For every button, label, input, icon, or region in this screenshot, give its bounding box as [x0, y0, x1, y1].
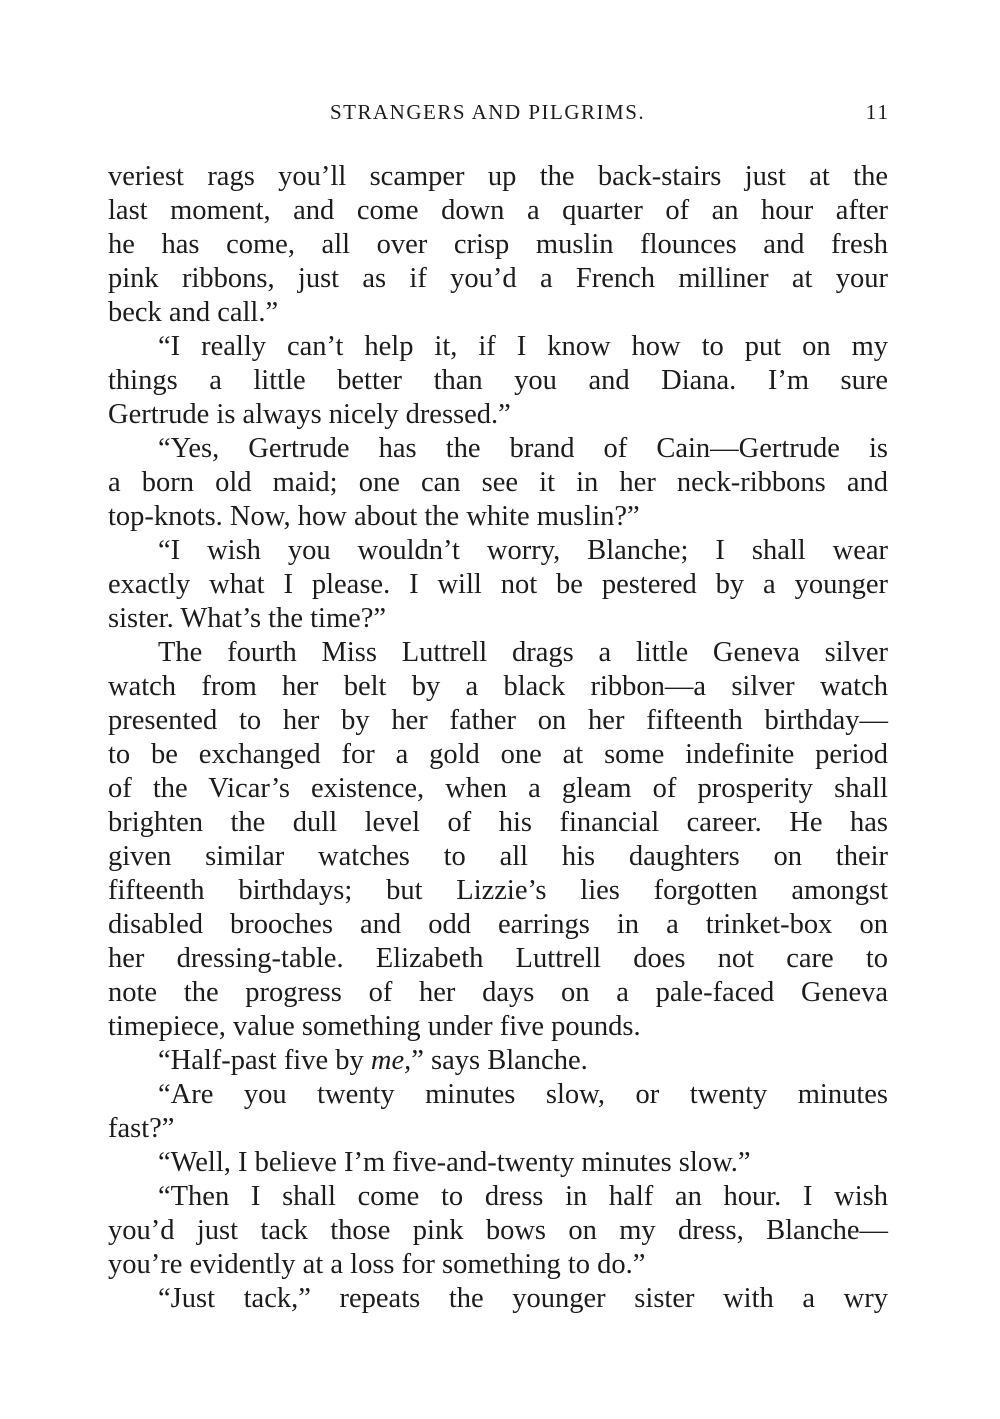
running-head: [100, 100, 890, 134]
text-line: given similar watches to all his daughters on their: [108, 841, 888, 872]
text-line: a born old maid; one can see it in her neck-ribbons and: [108, 467, 888, 498]
emphasis-text: me,: [370, 1045, 412, 1076]
text-line: “Yes, Gertrude has the brand of Cain—Gertrude is: [158, 433, 888, 464]
text-line: presented to her by her father on her fifteenth birthday—: [108, 705, 888, 736]
text-line: “I wish you wouldn’t worry, Blanche; I shall wear: [158, 535, 888, 566]
text-line: “I really can’t help it, if I know how to put on my: [158, 331, 888, 362]
text-line: fifteenth birthdays; but Lizzie’s lies forgotten amongst: [108, 875, 888, 906]
text-line: The fourth Miss Luttrell drags a little Geneva silver: [158, 637, 888, 668]
text-line: timepiece, value something under five pounds.: [108, 1011, 641, 1042]
text-fragment: ” says Blanche.: [411, 1045, 588, 1076]
text-line: “Just tack,” repeats the younger sister with a wry: [158, 1283, 888, 1314]
text-line: you’d just tack those pink bows on my dress, Blanche—: [108, 1215, 888, 1246]
page-number: 11: [865, 100, 890, 124]
text-line: last moment, and come down a quarter of an hour after: [108, 195, 888, 226]
body-text: [108, 160, 888, 1316]
text-line: brighten the dull level of his financial career. He has: [108, 807, 888, 838]
running-head-title: STRANGERS AND PILGRIMS.: [330, 100, 646, 124]
text-line: watch from her belt by a black ribbon—a silver watch: [108, 671, 888, 702]
text-line: top-knots. Now, how about the white muslin?”: [108, 501, 640, 532]
text-line: note the progress of her days on a pale-faced Geneva: [108, 977, 888, 1008]
text-line: disabled brooches and odd earrings in a trinket-box on: [108, 909, 888, 940]
text-line: sister. What’s the time?”: [108, 603, 387, 634]
text-line: exactly what I please. I will not be pestered by a younger: [108, 569, 888, 600]
text-line: of the Vicar’s existence, when a gleam of prosperity shall: [108, 773, 888, 804]
text-line: veriest rags you’ll scamper up the back-stairs just at the: [108, 161, 888, 192]
text-line: fast?”: [108, 1113, 175, 1144]
text-line: “Well, I believe I’m five-and-twenty minutes slow.”: [158, 1147, 751, 1178]
text-line: to be exchanged for a gold one at some indefinite period: [108, 739, 888, 770]
text-line: pink ribbons, just as if you’d a French milliner at your: [108, 263, 888, 294]
text-line: you’re evidently at a loss for something to do.”: [108, 1249, 646, 1280]
text-line: things a little better than you and Diana. I’m sure: [108, 365, 888, 396]
text-line: “Are you twenty minutes slow, or twenty minutes: [158, 1079, 888, 1110]
text-line: Gertrude is always nicely dressed.”: [108, 399, 511, 430]
text-line: beck and call.”: [108, 297, 279, 328]
text-line: he has come, all over crisp muslin flounces and fresh: [108, 229, 888, 260]
text-line: “Then I shall come to dress in half an hour. I wish: [158, 1181, 888, 1212]
text-line: her dressing-table. Elizabeth Luttrell does not care to: [108, 943, 888, 974]
text-fragment: “Half-past five by: [158, 1045, 371, 1076]
text-line: [108, 1044, 888, 1078]
